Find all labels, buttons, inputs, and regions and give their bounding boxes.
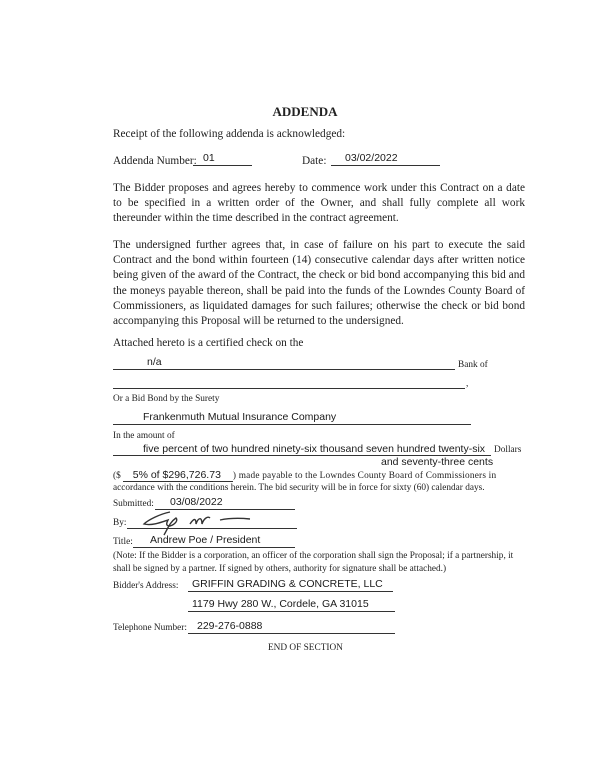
phone-underline [188,633,395,634]
address-line-2-underline [188,611,395,612]
submitted-date-value: 03/08/2022 [170,496,223,508]
address-line-1-underline [188,591,393,592]
receipt-text: Receipt of the following addenda is acknowledged: [113,128,346,140]
dollars-label: Dollars [494,445,522,455]
title-underline [133,547,295,548]
paragraph-failure-terms: The undersigned further agrees that, in case of failure on his part to execute the said Contract and the bond within fourteen (14) consecutive calendar days after written notice being given of the award of the Contract, the check or bid bond accompanying this bid and the moneys payable thereon, shall be paid into the funds of the Lowndes County Board of Commissioners, as liquidated damages for such failures; otherwise the check or bid bond accompanying this Proposal will be returned to the undersigned. [113,239,525,328]
amount-numeric-value: 5% of $296,726.73 [123,469,233,482]
title-label: Title: [113,537,133,547]
date-underline [331,165,440,166]
amount-conditions: accordance with the conditions herein. The bid security will be in force for sixty (60) calendar days. [113,483,485,493]
comma: , [466,379,469,389]
bank-of-label: Bank of [458,360,488,370]
note-line-1: (Note: If the Bidder is a corporation, an officer of the corporation shall sign the Proposal; if a partnership, it [113,551,514,561]
amount-words-row [113,443,521,456]
submitted-label-text: Submitted: [113,499,154,509]
page-title: ADDENDA [272,104,338,119]
addenda-number-label: Addenda Number: [113,155,197,167]
date-label: Date: [302,155,327,167]
signer-title-value: Andrew Poe / President [150,534,261,546]
amount-label: In the amount of [113,431,175,441]
bid-bond-label: Or a Bid Bond by the Surety [113,394,220,404]
phone-label: Telephone Number: [113,623,187,633]
by-label: By: [113,518,127,528]
note-line-2: shall be signed by a partner. If signed by others, authority for signature shall be attached.) [113,564,447,574]
surety-value: Frankenmuth Mutual Insurance Company [143,411,337,423]
address-line-2-value: 1179 Hwy 280 W., Cordele, GA 31015 [192,598,369,610]
check-bank-underline [113,369,455,370]
signature-image [140,508,280,536]
amount-cents-value: and seventy-three cents [381,456,494,468]
addenda-number-value: 01 [203,152,215,164]
address-label: Bidder's Address: [113,581,179,591]
amount-suffix: ) made payable to the Lowndes County Board of Commissioners in [232,471,497,481]
paragraph-commence-work: The Bidder proposes and agrees hereby to commence work under this Contract on a date to be specified in a written order of the Owner, and shall fully complete all work thereunder within the time described in the contract agreement. [113,182,525,225]
end-of-section: END OF SECTION [268,643,343,653]
bank-name-underline [113,388,465,389]
check-bank-value: n/a [147,356,162,368]
amount-numeric-row [113,469,496,482]
addenda-number-underline [193,165,252,166]
attached-text: Attached hereto is a certified check on the [113,337,304,349]
address-line-1-value: GRIFFIN GRADING & CONCRETE, LLC [192,578,383,590]
amount-prefix: ($ [113,471,121,481]
amount-words-value: five percent of two hundred ninety-six thousand seven hundred twenty-six [113,443,491,456]
date-value: 03/02/2022 [345,152,398,164]
phone-value: 229-276-0888 [197,620,263,632]
surety-underline [113,424,471,425]
